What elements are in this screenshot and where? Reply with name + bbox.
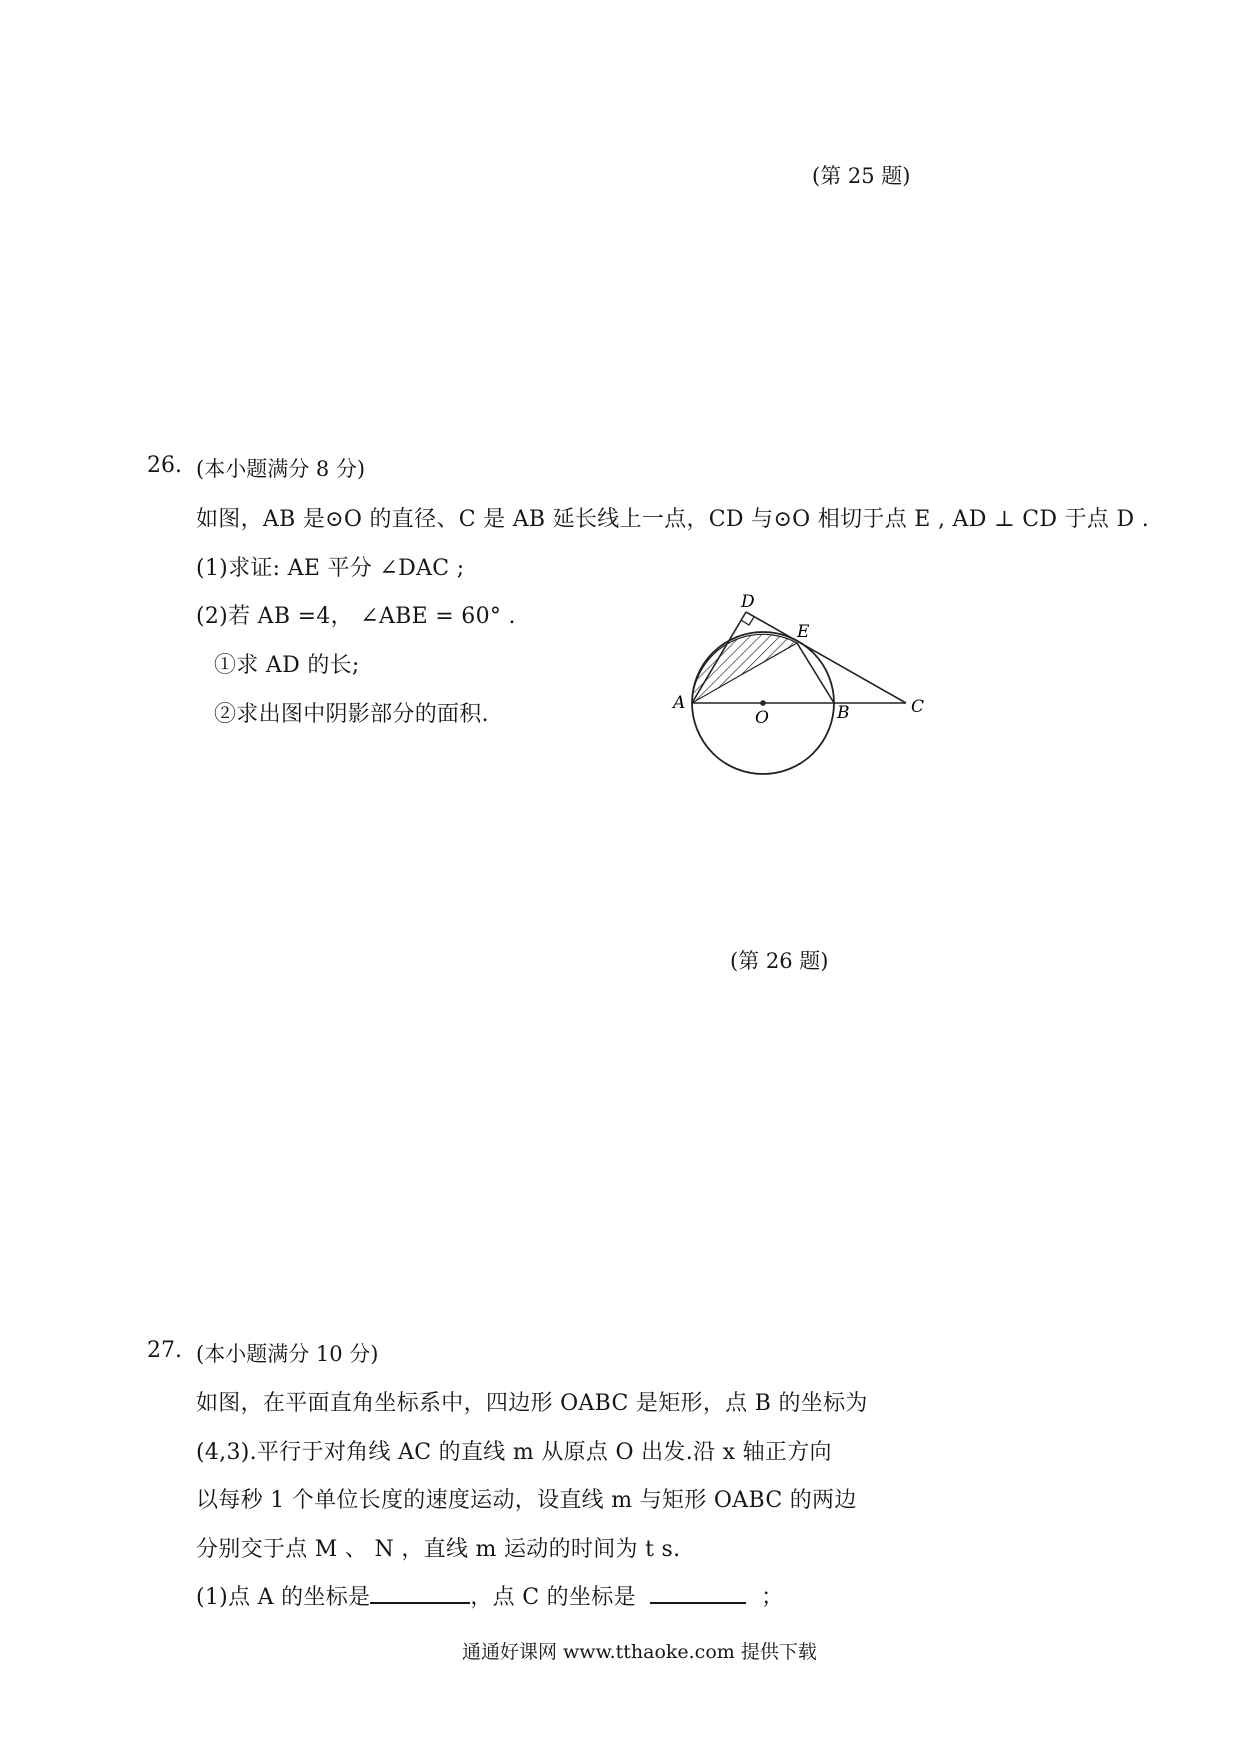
center-point-o (760, 700, 766, 706)
label-c: C (911, 697, 925, 717)
page-footer: 通通好课网 www.tthaoke.com 提供下载 (462, 1641, 817, 1663)
question-part1-27 (196, 1580, 783, 1611)
figure-caption-26: (第 26 题) (730, 949, 829, 973)
part1-suffix: ； (761, 1585, 784, 1610)
question-part1-26: (1)求证: AE 平分 ∠DAC ; (196, 556, 465, 581)
answer-blank-c[interactable] (650, 1580, 746, 1604)
question-line4-27: 分别交于点 M 、 N ，直线 m 运动的时间为 t s. (196, 1537, 681, 1562)
answer-blank-a[interactable] (370, 1580, 470, 1604)
geometry-figure-26 (660, 575, 950, 785)
question-number-26: 26. (147, 453, 182, 478)
shaded-region (692, 634, 797, 703)
figure-caption-25: (第 25 题) (812, 164, 911, 188)
question-sub1-26: ①求 AD 的长; (214, 653, 360, 678)
label-o: O (755, 708, 769, 728)
label-a: A (673, 693, 686, 713)
question-number-27: 27. (147, 1338, 182, 1363)
part1-prefix: (1)点 A 的坐标是 (196, 1585, 371, 1610)
part1-middle: ，点 C 的坐标是 (470, 1585, 636, 1610)
question-line1-27: 如图，在平面直角坐标系中，四边形 OABC 是矩形，点 B 的坐标为 (196, 1391, 868, 1416)
question-score-27: (本小题满分 10 分) (196, 1342, 379, 1366)
question-part2-26: (2)若 AB =4， ∠ABE = 60° . (196, 604, 516, 629)
question-line2-27: (4,3).平行于对角线 AC 的直线 m 从原点 O 出发.沿 x 轴正方向 (196, 1440, 832, 1465)
label-b: B (837, 703, 850, 723)
label-d: D (741, 592, 755, 612)
question-score-26: (本小题满分 8 分) (196, 457, 366, 481)
question-stem-26: 如图，AB 是⊙O 的直径、C 是 AB 延长线上一点，CD 与⊙O 相切于点 E , AD ⊥ CD 于点 D . (196, 507, 1150, 532)
question-sub2-26: ②求出图中阴影部分的面积. (214, 702, 489, 727)
label-e: E (797, 622, 810, 642)
question-line3-27: 以每秒 1 个单位长度的速度运动，设直线 m 与矩形 OABC 的两边 (196, 1488, 857, 1513)
